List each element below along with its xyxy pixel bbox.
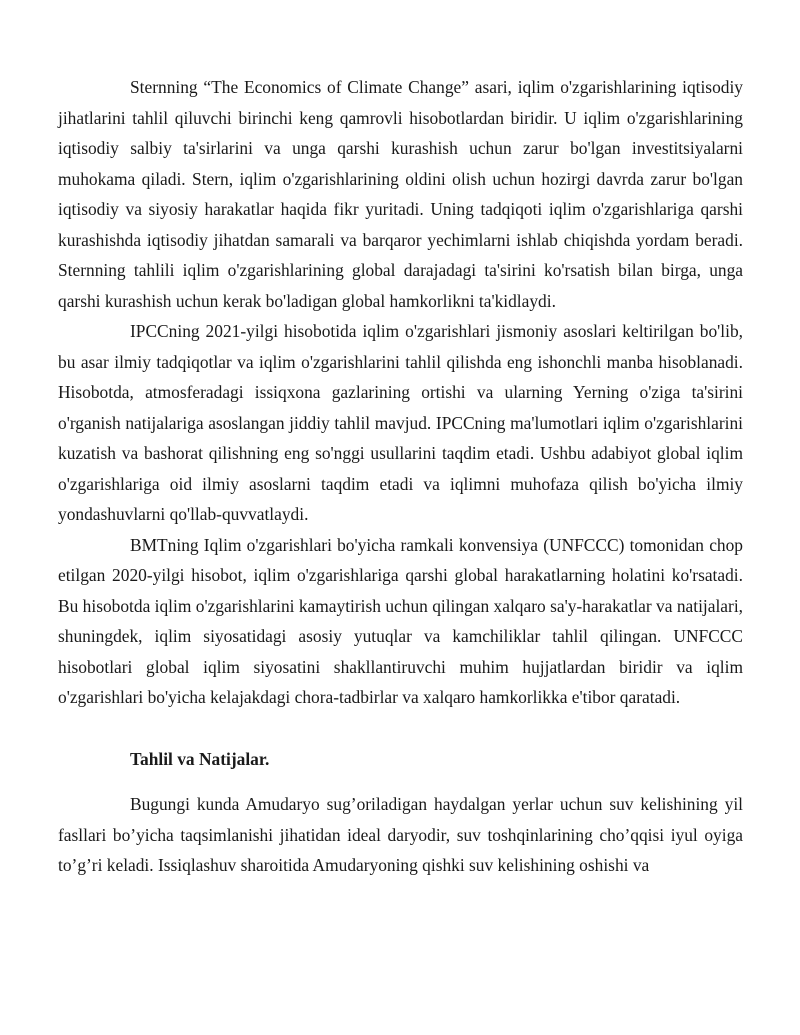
paragraph-ipcc: IPCCning 2021-yilgi hisobotida iqlim o'zgarishlari jismoniy asoslari keltirilgan bo'lib, bu asar ilmiy tadqiqotlar va iqlim o'zgarishlarini tahlil qilishda eng ishonchli manba hisoblanadi. Hisobotda, atmosferadagi issiqxona gazlarining ortishi va ularning Yerning o'ziga ta'sirini o'rganish natijalariga asoslangan jiddiy tahlil mavjud. IPCCning ma'lumotlari iqlim o'zgarishlarini kuzatish va bashorat qilishning eng so'nggi usullarini taqdim etadi. Ushbu adabiyot global iqlim o'zgarishlariga oid ilmiy asoslarni taqdim etadi va iqlimni muhofaza qilish bo'yicha ilmiy yondashuvlarni qo'llab-quvvatlaydi. [58,321,743,524]
section-heading: Tahlil va Natijalar. [130,748,270,769]
paragraph-stern: Sternning “The Economics of Climate Change” asari, iqlim o'zgarishlarining iqtisodiy jihatlarini tahlil qiluvchi birinchi keng qamrovli hisobotlardan biridir. U iqlim o'zgarishlarining iqtisodiy salbiy ta'sirlarini va unga qarshi kurashish uchun zarur bo'lgan investitsiyalarni muhokama qiladi. Stern, iqlim o'zgarishlarining oldini olish uchun hozirgi davrda zarur bo'lgan iqtisodiy va siyosiy harakatlar haqida fikr yuritadi. Uning tadqiqoti iqlim o'zgarishlariga qarshi kurashishda iqtisodiy jihatdan samarali va barqaror yechimlarni ishlab chiqishda yordam beradi. Sternning tahlili iqlim o'zgarishlarining global darajadagi ta'sirini ko'rsatish bilan birga, unga qarshi kurashish uchun kerak bo'ladigan global hamkorlikni ta'kidlaydi. [58,77,743,311]
paragraph-amudaryo: Bugungi kunda Amudaryo sug’oriladigan haydalgan yerlar uchun suv kelishining yil fasllari bo’yicha taqsimlanishi jihatidan ideal daryodir, suv toshqinlarining cho’qqisi iyul oyiga to’g’ri keladi. Issiqlashuv sharoitida Amudaryoning qishki suv kelishining oshishi va [58,794,743,875]
paragraph-unfccc: BMTning Iqlim o'zgarishlari bo'yicha ramkali konvensiya (UNFCCC) tomonidan chop etilgan 2020-yilgi hisobot, iqlim o'zgarishlariga qarshi global harakatlarning holatini ko'rsatadi. Bu hisobotda iqlim o'zgarishlarini kamaytirish uchun qilingan xalqaro sa'y-harakatlar va natijalari, shuningdek, iqlim siyosatidagi asosiy yutuqlar va kamchiliklar tahlil qilingan. UNFCCC hisobotlari global iqlim siyosatini shakllantiruvchi muhim hujjatlardan biridir va iqlim o'zgarishlari bo'yicha kelajakdagi chora-tadbirlar va xalqaro hamkorlikka e'tibor qaratadi. [58,534,743,707]
